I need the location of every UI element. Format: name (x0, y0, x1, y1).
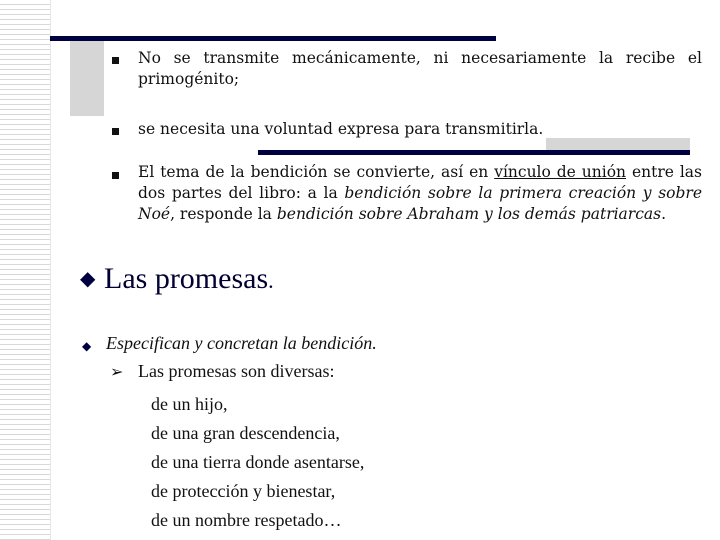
level3-text: Las promesas son diversas: (138, 361, 335, 381)
bullet-3-italic1: bendición sobre la primera creación y sobre Noé (138, 184, 702, 223)
middle-accent-bar (258, 150, 690, 155)
top-accent-bar (50, 36, 496, 41)
striped-sidebar-decoration (0, 0, 51, 540)
bullet-3-part2: entre las dos partes del libro: a la (138, 163, 702, 202)
list-item: de una tierra donde asentarse, (151, 452, 365, 472)
bullet-3-part4: . (661, 205, 667, 223)
list-item: de protección y bienestar, (151, 481, 336, 501)
heading-main: Las promesas (104, 262, 269, 295)
bullet-3-part1: El tema de la bendición se convierte, así en (138, 163, 495, 181)
subheading: Especifican y concretan la bendición. (106, 333, 377, 353)
promises-list (151, 390, 364, 535)
list-item: de un hijo, (151, 394, 228, 414)
diamond-bullet-icon: ◆ (80, 266, 96, 290)
bullet-1-text: No se transmite mecánicamente, ni necesariamente la recibe el primogénito; (138, 49, 702, 88)
square-bullet-icon (112, 57, 119, 64)
heading-period: . (268, 268, 274, 293)
bullet-2-text: se necesita una voluntad expresa para transmitirla. (138, 120, 544, 138)
bullet-3-italic2: bendición sobre Abraham y los demás patriarcas (276, 205, 662, 223)
arrow-bullet-icon: ➢ (110, 362, 124, 381)
diamond-bullet-icon: ◆ (82, 339, 92, 353)
square-bullet-icon (112, 128, 119, 135)
list-item: de una gran descendencia, (151, 423, 340, 443)
bullet-3-underline: vínculo de unión (494, 163, 627, 181)
gray-block-decoration (70, 36, 104, 116)
square-bullet-icon (112, 172, 119, 179)
bullet-3-part3: , responde la (170, 205, 277, 223)
section-heading (104, 262, 274, 296)
list-item: de un nombre respetado… (151, 510, 342, 530)
bullet-3-text (138, 162, 702, 225)
